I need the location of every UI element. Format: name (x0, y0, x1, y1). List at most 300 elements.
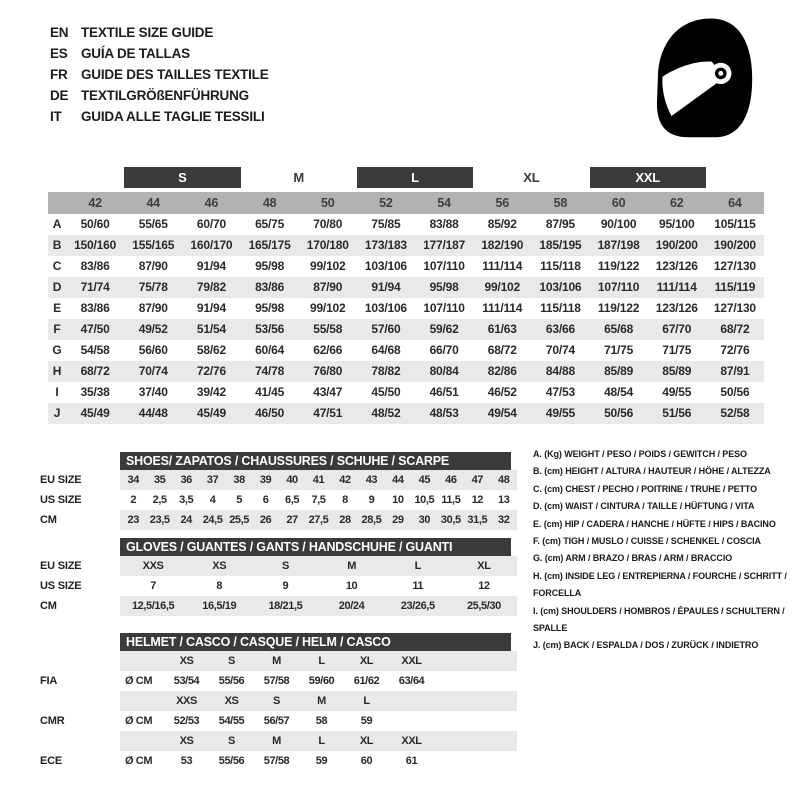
numeric-size-label: 56 (495, 196, 509, 210)
measure-row-c (48, 256, 764, 277)
row-values-band (120, 556, 517, 576)
size-value: 12 (478, 580, 490, 592)
helmet-size-value: 58 (315, 715, 328, 727)
helmet-sizes-band (120, 691, 517, 711)
language-row (50, 22, 269, 43)
helmet-size-label: L (363, 695, 370, 707)
size-value: 37 (206, 474, 219, 486)
language-code: IT (50, 109, 62, 124)
size-value: 25,5/30 (466, 600, 501, 612)
helmet-size-value: 59 (360, 715, 373, 727)
size-value: 58/62 (196, 343, 226, 357)
diameter-unit-label: Ø CM (125, 755, 153, 767)
size-value: 72/76 (196, 364, 226, 378)
size-group-label: XXL (590, 167, 706, 188)
helmet-size-value: 57/58 (263, 675, 290, 687)
size-value: 50/56 (720, 385, 750, 399)
numeric-size-label: 64 (728, 196, 742, 210)
size-value: XS (212, 560, 227, 572)
size-value: 35 (153, 474, 166, 486)
numeric-size-label: 54 (437, 196, 451, 210)
size-value: 79/82 (196, 280, 226, 294)
standard-label-spacer (40, 651, 120, 671)
size-value: 34 (127, 474, 139, 486)
helmet-size-value: 52/53 (173, 715, 200, 727)
numeric-size-row (48, 192, 764, 214)
size-value: 62/66 (313, 343, 343, 357)
language-title: GUÍA DE TALLAS (81, 46, 190, 61)
helmet-values-row (40, 711, 518, 731)
size-value: 99/102 (309, 259, 346, 273)
size-value: 111/114 (482, 259, 523, 273)
size-value: 5 (236, 494, 242, 506)
language-title-list (50, 22, 269, 127)
size-value: 11,5 (441, 494, 461, 506)
size-value: 45/49 (196, 406, 226, 420)
measure-row-a (48, 214, 764, 235)
size-value: 119/122 (597, 301, 640, 315)
size-table-row (40, 556, 518, 576)
size-value: 83/86 (80, 301, 110, 315)
helmet-size-label: M (272, 655, 281, 667)
measure-row-d (48, 277, 764, 298)
size-value: 28,5 (361, 514, 382, 526)
shoes-size-table (40, 452, 518, 530)
size-value: 49/52 (138, 322, 168, 336)
size-group-label: XL (523, 170, 540, 185)
helmet-size-label: XXL (401, 735, 422, 747)
size-value: 10 (392, 494, 404, 506)
helmet-size-value: 54/55 (218, 715, 245, 727)
size-value: 75/85 (371, 217, 401, 231)
size-value: 4 (209, 494, 216, 506)
size-value: 46/51 (429, 385, 459, 399)
language-title: TEXTILE SIZE GUIDE (81, 25, 214, 40)
size-value: 39 (259, 474, 272, 486)
size-value: 68/72 (487, 343, 517, 357)
size-value: 46 (445, 474, 457, 486)
legend-item-a: A. (Kg) WEIGHT / PESO / POIDS / GEWITCH / PESO (533, 449, 747, 459)
size-table-row (40, 596, 518, 616)
size-value: 37/40 (138, 385, 168, 399)
legend-item-f: F. (cm) TIGH / MUSLO / CUISSE / SCHENKEL / COSCIA (533, 536, 761, 547)
numeric-size-label: 58 (553, 196, 568, 210)
size-value: 70/80 (313, 217, 343, 231)
helmet-size-label: M (317, 695, 326, 707)
size-value: 44 (392, 474, 404, 486)
size-value: 123/126 (655, 301, 698, 315)
row-letter: B (52, 238, 62, 252)
size-value: 127/130 (713, 301, 756, 315)
row-letter: J (53, 406, 61, 420)
size-value: 103/106 (364, 259, 407, 273)
size-table-row (40, 490, 518, 510)
helmet-size-value: 60 (360, 755, 373, 767)
row-values-band (120, 596, 517, 616)
size-value: 70/74 (138, 364, 168, 378)
size-value: 7,5 (311, 494, 326, 506)
size-value: 36 (180, 474, 192, 486)
numeric-size-label: 48 (262, 196, 277, 210)
size-value: 59/62 (429, 322, 459, 336)
helmet-size-label: S (228, 735, 235, 747)
helmet-size-label: XL (359, 735, 374, 747)
size-value: 119/122 (597, 259, 640, 273)
size-value: 103/106 (539, 280, 582, 294)
language-code: DE (50, 88, 69, 103)
helmet-size-label: S (273, 695, 280, 707)
size-value: 48/52 (371, 406, 401, 420)
helmet-size-label: XXL (401, 655, 422, 667)
row-label: US SIZE (40, 580, 82, 592)
language-code: FR (50, 67, 68, 82)
numeric-size-label: 46 (204, 196, 219, 210)
language-title: GUIDE DES TAILLES TEXTILE (81, 67, 269, 82)
size-value: 107/110 (423, 301, 465, 315)
size-value: 48 (498, 474, 510, 486)
row-label: CM (40, 514, 57, 526)
standard-label-spacer (40, 691, 120, 711)
size-value: 107/110 (597, 280, 640, 294)
size-value: 2 (130, 494, 137, 506)
helmet-values-band (120, 671, 517, 691)
helmet-size-value: 63/64 (398, 675, 425, 687)
size-value: 60/70 (196, 217, 226, 231)
helmet-size-label: L (318, 655, 325, 667)
size-value: 87/90 (138, 301, 168, 315)
measurement-legend (533, 446, 799, 655)
size-value: 91/94 (196, 259, 226, 273)
diameter-unit-label: Ø CM (125, 675, 153, 687)
legend-item-c: C. (cm) CHEST / PECHO / POITRINE / TRUHE / PETTO (533, 483, 758, 494)
size-group-label: S (124, 167, 240, 188)
size-value: 23,5 (149, 514, 170, 526)
size-value: 165/175 (248, 238, 291, 252)
size-value: 18/21,5 (268, 600, 303, 612)
size-value: 53/56 (255, 322, 285, 336)
size-value: 160/170 (190, 238, 233, 252)
gloves-table-title: GLOVES / GUANTES / GANTS / HANDSCHUHE / GUANTI (120, 538, 511, 556)
size-value: 45/49 (80, 406, 110, 420)
size-value: 74/78 (255, 364, 285, 378)
size-value: 64/68 (371, 343, 401, 357)
size-value: 16,5/19 (202, 600, 237, 612)
size-value: 51/56 (662, 406, 692, 420)
helmet-standard-label: FIA (40, 675, 58, 687)
size-value: 50/60 (80, 217, 110, 231)
measure-row-h (48, 361, 764, 382)
size-value: 2,5 (152, 494, 167, 506)
shoes-table-title: SHOES/ ZAPATOS / CHAUSSURES / SCHUHE / SCARPE (120, 452, 511, 470)
measure-row-b (48, 235, 764, 256)
language-row (50, 43, 269, 64)
helmet-size-value: 61/62 (353, 675, 380, 687)
size-value: 49/55 (662, 385, 692, 399)
size-value: 50/56 (604, 406, 634, 420)
language-code: ES (50, 46, 68, 61)
size-value: 155/165 (132, 238, 175, 252)
measure-row-f (48, 319, 764, 340)
size-value: 75/78 (138, 280, 168, 294)
size-value: 68/72 (720, 322, 750, 336)
standard-label-spacer (40, 731, 120, 751)
size-value: 6 (262, 494, 269, 506)
size-value: 99/102 (309, 301, 346, 315)
helmet-standard-label: CMR (40, 715, 65, 727)
size-value: 6,5 (284, 494, 300, 506)
legend-item-i: I. (cm) SHOULDERS / HOMBROS / ÉPAULES / SCHULTERN / SPALLE (533, 605, 785, 634)
size-value: L (414, 560, 421, 572)
helmet-sizes-row (40, 651, 518, 671)
size-value: 30 (418, 514, 431, 526)
size-value: 65/75 (255, 217, 285, 231)
size-value: 85/89 (604, 364, 634, 378)
size-value: 46/52 (487, 385, 517, 399)
size-value: 44/48 (138, 406, 168, 420)
measure-row-g (48, 340, 764, 361)
size-value: XXS (142, 560, 164, 572)
helmet-size-label: XS (179, 655, 194, 667)
row-label: US SIZE (40, 494, 82, 506)
size-value: 10 (345, 580, 358, 592)
size-value: S (281, 560, 289, 572)
helmet-size-table (40, 633, 518, 771)
diameter-unit-label: Ø CM (125, 715, 153, 727)
size-value: 103/106 (364, 301, 407, 315)
helmet-values-band (120, 711, 517, 731)
size-value: 47/53 (545, 385, 575, 399)
language-row (50, 64, 269, 85)
language-row (50, 106, 269, 127)
row-letter: C (52, 259, 62, 273)
size-value: 27 (286, 514, 298, 526)
size-value: 20/24 (338, 600, 365, 612)
gloves-size-table (40, 538, 518, 616)
row-letter: D (52, 280, 62, 294)
size-value: 63/66 (545, 322, 575, 336)
size-value: 43 (365, 474, 378, 486)
size-value: 76/80 (313, 364, 343, 378)
size-value: 49/55 (545, 406, 575, 420)
size-value: 27,5 (308, 514, 329, 526)
size-value: 55/58 (313, 322, 343, 336)
size-group-header-row (48, 167, 764, 192)
helmet-sizes-band (120, 651, 517, 671)
size-value: 87/95 (545, 217, 575, 231)
size-value: 95/98 (255, 259, 285, 273)
size-value: M (347, 560, 356, 572)
row-label: CM (40, 600, 57, 612)
legend-item-b: B. (cm) HEIGHT / ALTURA / HAUTEUR / HÖHE / ALTEZZA (533, 466, 771, 477)
helmet-size-value: 55/56 (218, 675, 245, 687)
size-value: 51/54 (196, 322, 226, 336)
size-value: 8 (216, 580, 223, 592)
size-value: 83/86 (255, 280, 285, 294)
size-value: 95/98 (255, 301, 285, 315)
size-value: 84/88 (545, 364, 575, 378)
size-value: 85/89 (662, 364, 692, 378)
size-value: 123/126 (655, 259, 698, 273)
language-code: EN (50, 25, 69, 40)
helmet-size-value: 55/56 (218, 755, 245, 767)
numeric-size-label: 42 (88, 196, 102, 210)
size-value: 187/198 (597, 238, 640, 252)
size-value: 3,5 (179, 494, 194, 506)
helmet-size-value: 61 (405, 755, 418, 767)
legend-item-d: D. (cm) WAIST / CINTURA / TAILLE / HÜFTUNG / VITA (533, 501, 755, 512)
size-value: 12,5/16,5 (131, 600, 175, 612)
helmet-size-value: 59 (315, 755, 328, 767)
row-letter: E (53, 301, 61, 315)
size-value: 82/86 (487, 364, 517, 378)
size-value: 40 (286, 474, 298, 486)
size-value: 43/47 (313, 385, 343, 399)
size-table-row (40, 576, 518, 596)
helmet-sizes-row (40, 691, 518, 711)
helmet-size-value: 53/54 (173, 675, 200, 687)
helmet-size-value: 56/57 (263, 715, 290, 727)
size-value: 91/94 (371, 280, 401, 294)
measure-row-i (48, 382, 764, 403)
size-value: 182/190 (481, 238, 524, 252)
helmet-size-value: 59/60 (308, 675, 335, 687)
size-value: 70/74 (545, 343, 575, 357)
row-values-band (120, 576, 517, 596)
row-values-band (120, 510, 517, 530)
size-value: 65/68 (604, 322, 634, 336)
size-value: 173/183 (364, 238, 407, 252)
size-value: 25,5 (229, 514, 249, 526)
size-value: 54/58 (80, 343, 110, 357)
measure-row-j (48, 403, 764, 424)
size-value: 67/70 (662, 322, 692, 336)
size-value: 26 (259, 514, 272, 526)
size-value: 68/72 (80, 364, 110, 378)
legend-item-h: H. (cm) INSIDE LEG / ENTREPIERNA / FOURCHE / SCHRITT / FORCELLA (533, 570, 787, 599)
size-value: 56/60 (138, 343, 168, 357)
size-value: 95/98 (429, 280, 459, 294)
size-table-row (40, 510, 518, 530)
helmet-size-value: 57/58 (263, 755, 290, 767)
size-value: 55/65 (138, 217, 168, 231)
size-value: 47/51 (313, 406, 343, 420)
size-value: 46/50 (255, 406, 285, 420)
size-value: 80/84 (429, 364, 459, 378)
textile-table-body (48, 214, 764, 424)
size-value: 72/76 (720, 343, 750, 357)
language-title: TEXTILGRÖßENFÜHRUNG (81, 88, 249, 103)
size-value: 87/91 (720, 364, 750, 378)
size-value: 13 (498, 494, 510, 506)
helmet-size-label: XL (359, 655, 374, 667)
size-value: 47/50 (80, 322, 110, 336)
size-value: 85/92 (487, 217, 517, 231)
size-value: 35/38 (80, 385, 110, 399)
size-value: 170/180 (306, 238, 349, 252)
legend-item-j: J. (cm) BACK / ESPALDA / DOS / ZURÜCK / INDIETRO (533, 640, 759, 651)
size-value: 71/75 (662, 343, 692, 357)
size-value: 52/58 (720, 406, 750, 420)
size-value: 41/45 (255, 385, 285, 399)
legend-item-g: G. (cm) ARM / BRAZO / BRAS / ARM / BRACCIO (533, 553, 733, 564)
size-value: 42 (339, 474, 351, 486)
helmet-sizes-band (120, 731, 517, 751)
numeric-size-label: 62 (669, 196, 684, 210)
helmet-sizes-row (40, 731, 518, 751)
numeric-size-label: 60 (611, 196, 626, 210)
row-letter: G (52, 343, 62, 357)
size-value: 177/187 (423, 238, 466, 252)
helmet-values-row (40, 751, 518, 771)
size-value: 57/60 (371, 322, 401, 336)
size-value: 9 (282, 580, 289, 592)
size-value: 127/130 (713, 259, 756, 273)
row-values-band (120, 470, 517, 490)
size-value: 107/110 (423, 259, 465, 273)
size-value: 61/63 (487, 322, 517, 336)
size-value: 83/86 (80, 259, 110, 273)
size-value: 48/54 (604, 385, 634, 399)
size-value: 87/90 (138, 259, 168, 273)
numeric-size-label: 44 (146, 196, 160, 210)
helmet-size-label: S (228, 655, 235, 667)
helmet-standard-label: ECE (40, 755, 63, 767)
size-value: 38 (233, 474, 245, 486)
size-value: 7 (150, 580, 156, 592)
size-value: 115/119 (714, 280, 756, 294)
size-value: 9 (368, 494, 375, 506)
size-value: 47 (471, 474, 484, 486)
size-table-row (40, 470, 518, 490)
size-value: 10,5 (414, 494, 435, 506)
row-label: EU SIZE (40, 560, 82, 572)
letter-column-spacer (48, 192, 66, 214)
size-value: 87/90 (313, 280, 343, 294)
size-value: 41 (312, 474, 325, 486)
helmet-table-title: HELMET / CASCO / CASQUE / HELM / CASCO (120, 633, 511, 651)
size-value: 45/50 (371, 385, 401, 399)
row-letter: I (55, 385, 59, 399)
size-value: 66/70 (429, 343, 459, 357)
row-values-band (120, 490, 517, 510)
size-value: 23 (127, 514, 139, 526)
size-group-label: L (357, 167, 473, 188)
numeric-size-label: 52 (379, 196, 393, 210)
size-value: 28 (339, 514, 351, 526)
language-title: GUIDA ALLE TAGLIE TESSILI (81, 109, 265, 124)
helmet-values-row (40, 671, 518, 691)
size-value: 111/114 (656, 280, 697, 294)
size-value: 111/114 (482, 301, 523, 315)
racing-helmet-icon (648, 14, 760, 144)
size-value: 12 (471, 494, 484, 506)
textile-size-table (48, 167, 764, 424)
size-value: 105/115 (714, 217, 756, 231)
helmet-size-label: XXS (176, 695, 197, 707)
legend-item-e: E. (cm) HIP / CADERA / HANCHE / HÜFTE / HIPS / BACINO (533, 518, 776, 529)
size-value: 90/100 (600, 217, 637, 231)
size-value: 48/53 (429, 406, 459, 420)
size-value: 99/102 (484, 280, 520, 294)
size-value: 71/75 (604, 343, 634, 357)
size-value: 83/88 (429, 217, 459, 231)
size-value: 30,5 (440, 514, 461, 526)
numeric-size-label: 50 (320, 196, 335, 210)
size-value: 91/94 (196, 301, 226, 315)
helmet-size-label: XS (224, 695, 239, 707)
size-value: 39/42 (196, 385, 226, 399)
size-value: 115/118 (540, 301, 581, 315)
